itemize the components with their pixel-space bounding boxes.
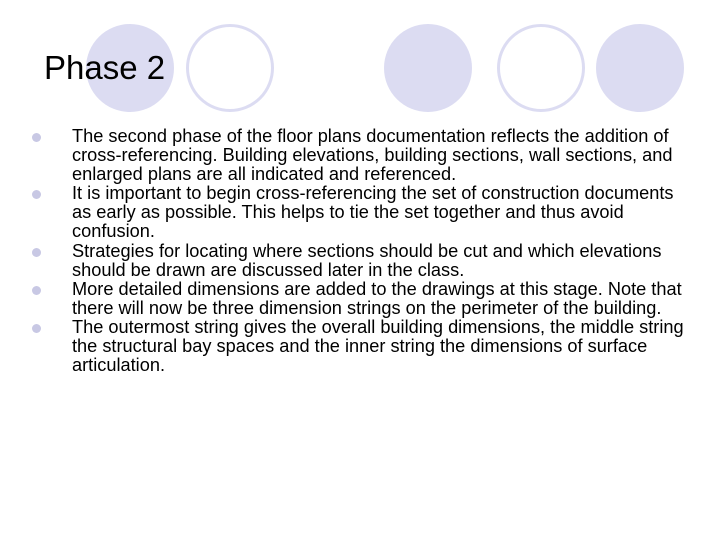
decorative-ring-2	[497, 24, 585, 112]
decorative-ring-1	[186, 24, 274, 112]
bullet-dot-icon	[32, 133, 41, 142]
bullet-text: More detailed dimensions are added to the drawings at this stage. Note that there will now be three dimension strings on the perimeter of the building.	[72, 278, 682, 318]
bullet-dot-icon	[32, 248, 41, 257]
decorative-circle-3	[596, 24, 684, 112]
bullet-item	[0, 242, 690, 280]
bullet-dot-icon	[32, 324, 41, 333]
bullet-dot-icon	[32, 286, 41, 295]
bullet-text: Strategies for locating where sections should be cut and which elevations should be drawn are discussed later in the class.	[72, 240, 662, 280]
decorative-circle-2	[384, 24, 472, 112]
bullet-item	[0, 318, 690, 375]
bullet-item	[0, 127, 690, 184]
bullet-item	[0, 280, 690, 318]
bullet-list	[0, 127, 690, 375]
bullet-item	[0, 184, 690, 241]
slide-title: Phase 2	[44, 49, 166, 86]
bullet-text: The outermost string gives the overall building dimensions, the middle string the structural bay spaces and the inner string the dimensions of surface articulation.	[72, 316, 684, 376]
bullet-text: The second phase of the floor plans documentation reflects the addition of cross-referencing. Building elevations, building sections, wall sections, and enlarged plans are all indicated and referenced.	[72, 126, 673, 185]
bullet-dot-icon	[32, 190, 41, 199]
bullet-text: It is important to begin cross-referencing the set of construction documents as early as possible. This helps to tie the set together and thus avoid confusion.	[72, 183, 674, 242]
